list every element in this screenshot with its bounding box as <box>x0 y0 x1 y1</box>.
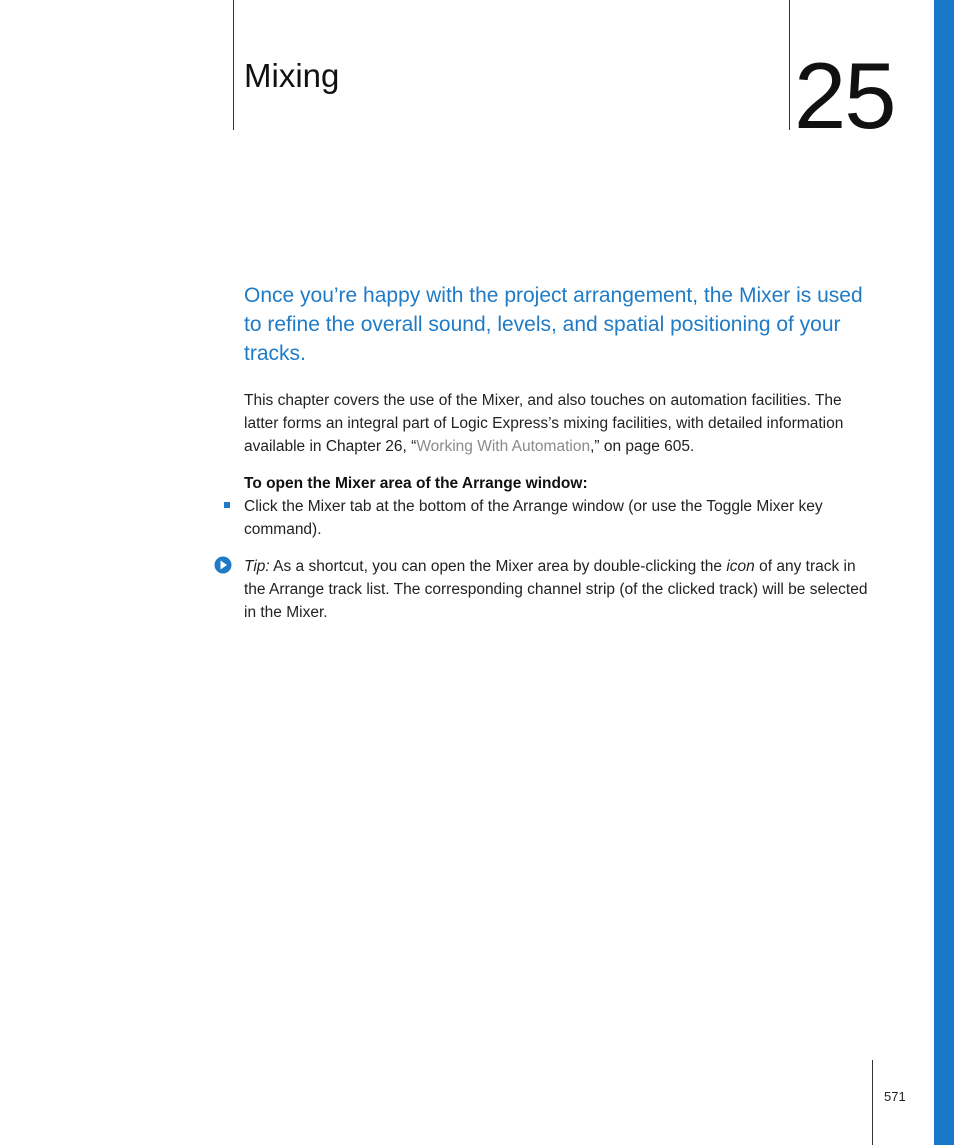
footer-rule <box>872 1060 873 1145</box>
body-text-part: ,” on page 605. <box>590 438 695 455</box>
chapter-title: Mixing <box>244 57 340 94</box>
tip-label: Tip: <box>244 558 270 575</box>
body-paragraph <box>244 389 874 458</box>
cross-reference-link[interactable]: Working With Automation <box>416 438 591 455</box>
chapter-intro: Once you’re happy with the project arrangement, the Mixer is used to refine the overall sound, levels, and spatial positioning of your tracks. <box>244 284 863 365</box>
task-heading: To open the Mixer area of the Arrange window: <box>244 475 588 492</box>
body-text-part: This chapter covers the use of the Mixer, and also touches on automation facilities. The latter forms an integral part of Logic Express’s mixing facilities, with detailed information available in Chapter 26, “ <box>244 392 844 455</box>
tip-italic-word: icon <box>726 558 755 575</box>
page-number: 571 <box>884 1089 906 1104</box>
task-step: Click the Mixer tab at the bottom of the Arrange window (or use the Toggle Mixer key command). <box>244 498 823 538</box>
tip-arrow-icon <box>214 556 232 574</box>
chapter-number: 25 <box>794 43 895 148</box>
bullet-square-icon <box>224 502 230 508</box>
title-rule-left <box>233 0 234 130</box>
tip-text-part: of any track in the Arrange track list. The corresponding channel strip (of the clicked track) will be selected in the Mixer. <box>244 558 868 621</box>
tip-paragraph <box>244 555 874 624</box>
title-rule-right <box>789 0 790 130</box>
tip-text-part: As a shortcut, you can open the Mixer area by double-clicking the <box>273 558 723 575</box>
chapter-edge-tab <box>934 0 954 1145</box>
